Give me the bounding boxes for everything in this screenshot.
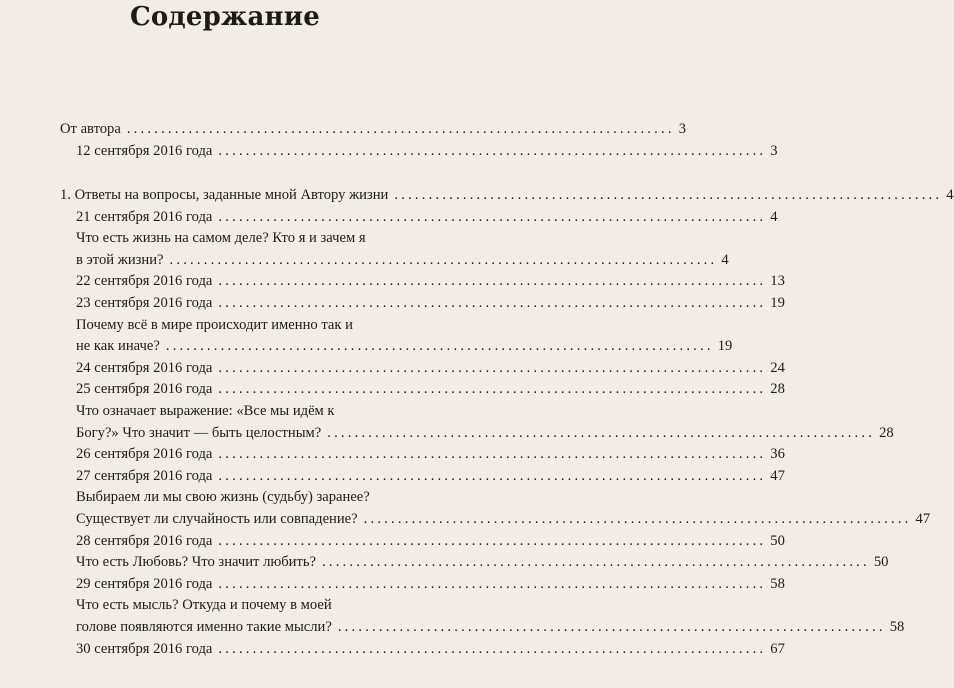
toc-entry-text: Богу?» Что значит — быть целостным? xyxy=(76,424,322,441)
toc-entry-line xyxy=(0,530,785,552)
toc-entry-line xyxy=(0,422,894,444)
toc-entry-text: От автора xyxy=(60,121,121,137)
toc-page-number: 28 xyxy=(879,424,894,441)
dot-leader: ................................................................................ xyxy=(394,187,943,203)
toc-entry-text: не как иначе? xyxy=(76,338,160,355)
toc-entry-text: Что есть Любовь? Что значит любить? xyxy=(76,554,316,571)
toc-entry-line xyxy=(0,118,686,140)
dot-leader: ................................................................................ xyxy=(126,121,675,137)
toc-entry-line xyxy=(0,292,785,314)
dot-leader: ................................................................................ xyxy=(218,640,767,657)
toc-entry-line xyxy=(0,551,889,573)
toc-leader xyxy=(322,551,889,573)
dot-leader: ................................................................................ xyxy=(218,575,767,592)
dot-leader: ................................................................................ xyxy=(218,143,767,159)
toc-entry-text: Выбираем ли мы свою жизнь (судьбу) заранее? xyxy=(76,489,370,506)
toc-entry-line xyxy=(0,400,450,422)
dot-leader: ................................................................................ xyxy=(322,554,870,571)
toc-entry-text: голове появляются именно такие мысли? xyxy=(76,619,332,635)
dot-leader: ................................................................................ xyxy=(218,381,767,398)
toc-entry-text: Что есть мысль? Откуда и почему в моей xyxy=(76,597,332,614)
toc-entry-line xyxy=(0,616,905,638)
toc-entry-text: Существует ли случайность или совпадение? xyxy=(76,511,358,527)
toc-leader xyxy=(218,530,785,552)
toc-page-number: 36 xyxy=(770,446,785,463)
toc-leader xyxy=(218,270,785,292)
dot-leader: ................................................................................ xyxy=(218,359,767,376)
toc-entry-line xyxy=(0,508,931,530)
toc-entry-line xyxy=(0,314,450,336)
toc-entry-line xyxy=(0,184,954,206)
toc-entry-line xyxy=(0,573,785,595)
toc-entry-text: Что есть жизнь на самом деле? Кто я и зачем я xyxy=(76,230,366,247)
toc-leader xyxy=(337,616,905,638)
toc-leader xyxy=(394,184,954,206)
toc-entry-text: Что означает выражение: «Все мы идём к xyxy=(76,403,335,419)
toc-leader xyxy=(218,378,785,400)
toc-page-number: 50 xyxy=(873,554,889,571)
toc-page-number: 58 xyxy=(889,619,905,635)
toc-leader xyxy=(218,638,785,660)
toc-entry-line xyxy=(0,249,729,271)
toc-leader xyxy=(363,508,931,530)
toc-entry-line xyxy=(0,465,785,487)
toc-entry-text: в этой жизни? xyxy=(76,251,164,268)
dot-leader: ................................................................................ xyxy=(218,208,767,225)
toc-leader xyxy=(327,422,894,444)
toc-page-number: 3 xyxy=(770,143,778,159)
toc-page-number: 67 xyxy=(770,640,785,657)
toc-page-number: 13 xyxy=(770,273,785,290)
toc-entry-text: 12 сентября 2016 года xyxy=(76,143,213,159)
toc-entry-line xyxy=(0,140,778,162)
dot-leader: ................................................................................ xyxy=(218,467,767,484)
toc-page-number: 47 xyxy=(915,511,931,527)
toc-page-number: 50 xyxy=(770,532,785,549)
toc-entry-line xyxy=(0,638,785,660)
dot-leader: ................................................................................ xyxy=(218,295,767,311)
toc-page-number: 3 xyxy=(678,121,686,137)
toc-page-number: 19 xyxy=(717,338,733,355)
toc-entry-text: 22 сентября 2016 года xyxy=(76,273,213,290)
toc-entry-text: Почему всё в мире происходит именно так и xyxy=(76,316,353,333)
dot-leader: ................................................................................ xyxy=(363,511,912,527)
toc-entry-line xyxy=(0,378,785,400)
toc-entry-line xyxy=(0,443,785,465)
toc-entry-line xyxy=(0,335,733,357)
toc-leader xyxy=(165,335,733,357)
toc-entry-text: 23 сентября 2016 года xyxy=(76,295,213,311)
toc-entry-text: 29 сентября 2016 года xyxy=(76,575,213,592)
toc-entry-line xyxy=(0,594,450,616)
toc-page-number: 24 xyxy=(770,359,785,376)
toc-entry-line xyxy=(0,227,450,249)
toc-entry-text: 25 сентября 2016 года xyxy=(76,381,213,398)
toc-leader xyxy=(169,249,729,271)
toc-entry-text: 28 сентября 2016 года xyxy=(76,532,213,549)
toc-leader xyxy=(218,292,785,314)
toc-page-number: 58 xyxy=(770,575,785,592)
dot-leader: ................................................................................ xyxy=(169,251,718,268)
toc-entry-text: 24 сентября 2016 года xyxy=(76,359,213,376)
toc-entry-line xyxy=(0,270,785,292)
dot-leader: ................................................................................ xyxy=(165,338,714,355)
toc-page-number: 4 xyxy=(721,251,729,268)
dot-leader: ................................................................................ xyxy=(218,273,767,290)
toc-leader xyxy=(218,443,785,465)
toc-page-number: 28 xyxy=(770,381,785,398)
dot-leader: ................................................................................ xyxy=(218,446,767,463)
toc-leader xyxy=(218,357,785,379)
dot-leader: ................................................................................ xyxy=(337,619,886,635)
toc-leader xyxy=(218,573,785,595)
toc-page-number: 4 xyxy=(770,208,778,225)
toc-entry-text: 21 сентября 2016 года xyxy=(76,208,213,225)
page-title: Содержание xyxy=(129,2,321,32)
toc-entry-line xyxy=(0,357,785,379)
toc-leader xyxy=(126,118,686,140)
toc-entry-text: 26 сентября 2016 года xyxy=(76,446,213,463)
toc-leader xyxy=(218,206,778,228)
dot-leader: ................................................................................ xyxy=(218,532,767,549)
toc-entry-text: 27 сентября 2016 года xyxy=(76,467,213,484)
toc-page-number: 19 xyxy=(770,295,785,311)
toc-entry-line xyxy=(0,206,778,228)
toc-entry-text: 30 сентября 2016 года xyxy=(76,640,213,657)
toc-page-number: 4 xyxy=(946,187,954,203)
toc-page-number: 47 xyxy=(770,467,785,484)
toc-leader xyxy=(218,465,785,487)
toc-leader xyxy=(218,140,778,162)
dot-leader: ................................................................................ xyxy=(327,424,876,441)
toc-entry-line xyxy=(0,486,450,508)
toc-entry-text: 1. Ответы на вопросы, заданные мной Автору жизни xyxy=(60,187,389,203)
